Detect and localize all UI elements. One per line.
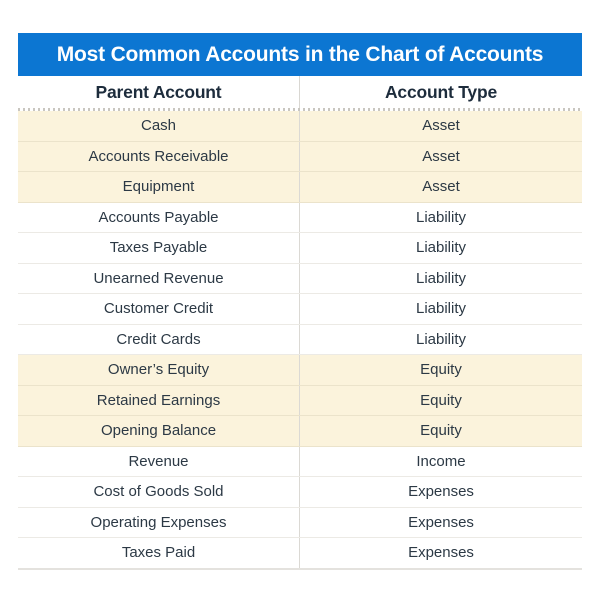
account-type-cell: Liability xyxy=(415,239,467,257)
table-header-row xyxy=(18,76,582,108)
account-type-cell: Equity xyxy=(420,391,462,409)
table-row xyxy=(18,264,582,295)
accounts-table xyxy=(18,76,582,570)
table-row xyxy=(18,294,582,325)
table-row xyxy=(18,355,582,386)
table-row xyxy=(18,416,582,447)
parent-account-cell: Taxes Paid xyxy=(18,538,300,568)
table-row xyxy=(18,142,582,173)
parent-account-cell: Retained Earnings xyxy=(18,386,300,416)
account-type-cell: Equity xyxy=(420,361,462,379)
parent-account-cell: Accounts Payable xyxy=(18,203,300,233)
parent-account-cell: Revenue xyxy=(18,447,300,477)
account-type-cell: Liability xyxy=(415,330,467,348)
table-row xyxy=(18,447,582,478)
table-row xyxy=(18,325,582,356)
table-row xyxy=(18,172,582,203)
account-type-cell: Liability xyxy=(415,269,467,287)
account-type-cell: Liability xyxy=(415,208,467,226)
table-row xyxy=(18,111,582,142)
parent-account-cell: Accounts Receivable xyxy=(18,142,300,172)
parent-account-cell: Equipment xyxy=(18,172,300,202)
account-type-cell: Asset xyxy=(422,147,460,165)
account-type-cell: Asset xyxy=(422,117,460,135)
column-header-parent-account: Parent Account xyxy=(18,76,300,108)
account-type-cell: Income xyxy=(416,452,466,470)
parent-account-cell: Owner’s Equity xyxy=(18,355,300,385)
table-row xyxy=(18,508,582,539)
page-title: Most Common Accounts in the Chart of Accounts xyxy=(18,33,582,76)
account-type-cell: Expenses xyxy=(408,483,474,501)
table-row xyxy=(18,538,582,570)
parent-account-cell: Opening Balance xyxy=(18,416,300,446)
account-type-cell: Asset xyxy=(422,178,460,196)
parent-account-cell: Operating Expenses xyxy=(18,508,300,538)
account-type-cell: Equity xyxy=(420,422,462,440)
table-row xyxy=(18,477,582,508)
column-header-account-type: Account Type xyxy=(300,76,582,108)
parent-account-cell: Customer Credit xyxy=(18,294,300,324)
table-row xyxy=(18,233,582,264)
table-row xyxy=(18,203,582,234)
parent-account-cell: Credit Cards xyxy=(18,325,300,355)
table-row xyxy=(18,386,582,417)
parent-account-cell: Cash xyxy=(18,111,300,141)
parent-account-cell: Unearned Revenue xyxy=(18,264,300,294)
parent-account-cell: Cost of Goods Sold xyxy=(18,477,300,507)
account-type-cell: Expenses xyxy=(408,544,474,562)
parent-account-cell: Taxes Payable xyxy=(18,233,300,263)
account-type-cell: Expenses xyxy=(408,513,474,531)
table-body xyxy=(18,111,582,570)
account-type-cell: Liability xyxy=(415,300,467,318)
